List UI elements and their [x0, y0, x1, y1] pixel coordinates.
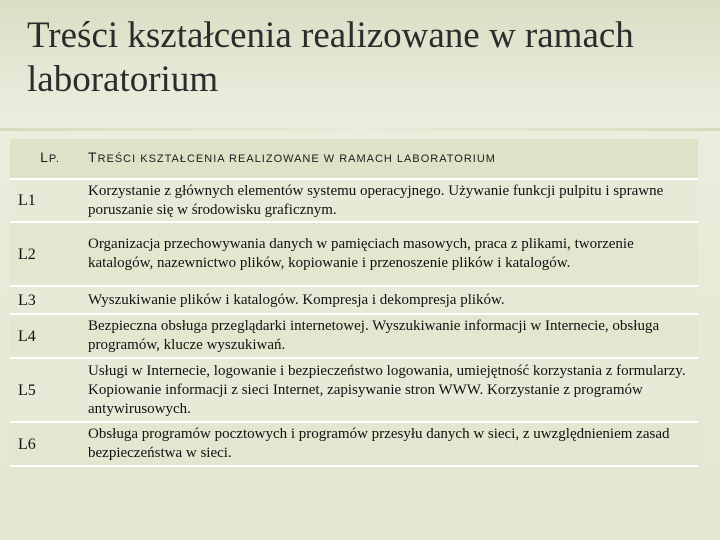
row-lp: L3 — [10, 286, 80, 314]
row-text: Usługi w Internecie, logowanie i bezpieczeństwo logowania, umiejętność korzystania z formularzy. Kopiowanie informacji z sieci Internet, zapisywanie stron WWW. Korzystanie z programów antywirusowych. — [80, 358, 698, 422]
header-content-rest: REŚCI KSZTAŁCENIA REALIZOWANE W RAMACH LABORATORIUM — [97, 153, 496, 165]
row-text: Wyszukiwanie plików i katalogów. Kompresja i dekompresja plików. — [80, 286, 698, 314]
table-row — [10, 358, 698, 422]
row-lp: L2 — [10, 222, 80, 286]
table-header-row — [10, 139, 698, 179]
title-divider — [0, 128, 720, 131]
row-text: Korzystanie z głównych elementów systemu operacyjnego. Używanie funkcji pulpitu i sprawne poruszanie się w środowisku graficznym. — [80, 179, 698, 222]
table-row — [10, 314, 698, 358]
table-row — [10, 179, 698, 222]
table-row — [10, 222, 698, 286]
header-lp — [10, 139, 80, 179]
table-row — [10, 422, 698, 466]
row-lp: L1 — [10, 179, 80, 222]
header-content-initial: T — [88, 149, 98, 165]
header-content — [80, 139, 698, 179]
row-text: Obsługa programów pocztowych i programów przesyłu danych w sieci, z uwzględnieniem zasad bezpieczeństwa w sieci. — [80, 422, 698, 466]
content-table — [10, 139, 698, 467]
row-text: Organizacja przechowywania danych w pamięciach masowych, praca z plikami, tworzenie katalogów, nazewnictwo plików, kopiowanie i przenoszenie plików i katalogów. — [80, 222, 698, 286]
row-lp: L6 — [10, 422, 80, 466]
header-lp-initial: L — [40, 149, 49, 165]
row-lp: L5 — [10, 358, 80, 422]
slide-title: Treści kształcenia realizowane w ramach laboratorium — [27, 15, 634, 100]
row-lp: L4 — [10, 314, 80, 358]
header-lp-rest: P. — [48, 153, 60, 165]
table-row — [10, 286, 698, 314]
row-text: Bezpieczna obsługa przeglądarki internetowej. Wyszukiwanie informacji w Internecie, obsługa programów, klucze wyszukiwań. — [80, 314, 698, 358]
